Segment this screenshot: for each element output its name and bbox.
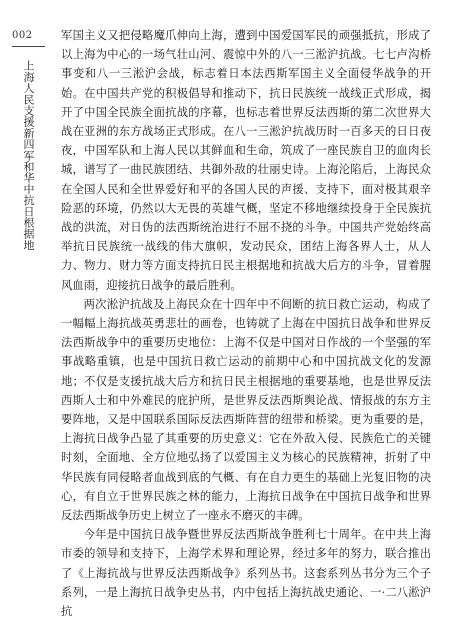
paragraph-3: 今年是中国抗日战争暨世界反法西斯战争胜利七十周年。在中共上海市委的领导和支持下，上海学术界和理论界，经过多年的努力，联合推出了《上海抗战与世界反法西斯战争》系列丛书。这套系列丛书分为三个子系列，一是上海抗日战争史丛书，内中包括上海抗战史通论、一·二八淞沪抗 bbox=[61, 528, 431, 619]
body-text bbox=[61, 26, 431, 621]
paragraph-1: 军国主义又把侵略魔爪伸向上海，遭到中国爱国军民的顽强抵抗，形成了以上海为中心的一场气壮山河、震惊中外的八一三淞沪抗战。七七卢沟桥事变和八一三淞沪会战，标志着日本法西斯军国主义全面侵华战争的开始。在中国共产党的积极倡导和推动下，抗日民族统一战线正式形成，揭开了中国全民族全面抗战的序幕，也标志着世界反法西斯的第二次世界大战在亚洲的东方战场正式形成。在八一三淞沪抗战历时一百多天的日日夜夜，中国军队和上海人民以其鲜血和生命，筑成了一座民族自卫的血肉长城，谱写了一曲民族团结、共御外敌的壮丽史诗。上海沦陷后，上海民众在全国人民和全世界爱好和平的各国人民的声援、支持下，面对极其艰辛险恶的环境，仍然以大无畏的英雄气概，坚定不移地继续投身于全民族抗战的洪流，对日伪的法西斯统治进行不屈不挠的斗争。中国共产党始终高举抗日民族统一战线的伟大旗帜，发动民众，团结上海各界人士，从人力、物力、财力等方面支持抗日民主根据地和抗战大后方的斗争，冒着腥风血雨，迎接抗日战争的最后胜利。 bbox=[61, 29, 431, 292]
margin-rule bbox=[12, 46, 45, 47]
paragraph-2: 两次淞沪抗战及上海民众在十四年中不间断的抗日救亡运动，构成了一幅幅上海抗战英勇悲壮的画卷，也铸就了上海在中国抗日战争和世界反法西斯战争中的重要历史地位：上海不仅是中国对日作战的一个坚强的军事战略重镇，也是中国抗日救亡运动的前期中心和中国抗战文化的发源地；不仅是支援抗战大后方和抗日民主根据地的重要基地，也是世界反法西斯人士和中外难民的庇护所，是世界反法西斯舆论战、情报战的东方主要阵地，又是中国联系国际反法西斯阵营的纽带和桥梁。更为重要的是，上海抗日战争凸显了其重要的历史意义：它在外敌入侵、民族危亡的关键时刻，全面地、全方位地弘扬了以爱国主义为核心的民族精神，折射了中华民族有同侵略者血战到底的气概、有在自力更生的基础上光复旧物的决心，有自立于世界民族之林的能力，上海抗日战争在中国抗日战争和世界反法西斯战争历史上树立了一座永不磨灭的丰碑。 bbox=[61, 297, 431, 523]
page-number: 002 bbox=[12, 30, 33, 41]
running-title: 上海人民支援新四军和华中抗日根据地 bbox=[22, 60, 35, 251]
